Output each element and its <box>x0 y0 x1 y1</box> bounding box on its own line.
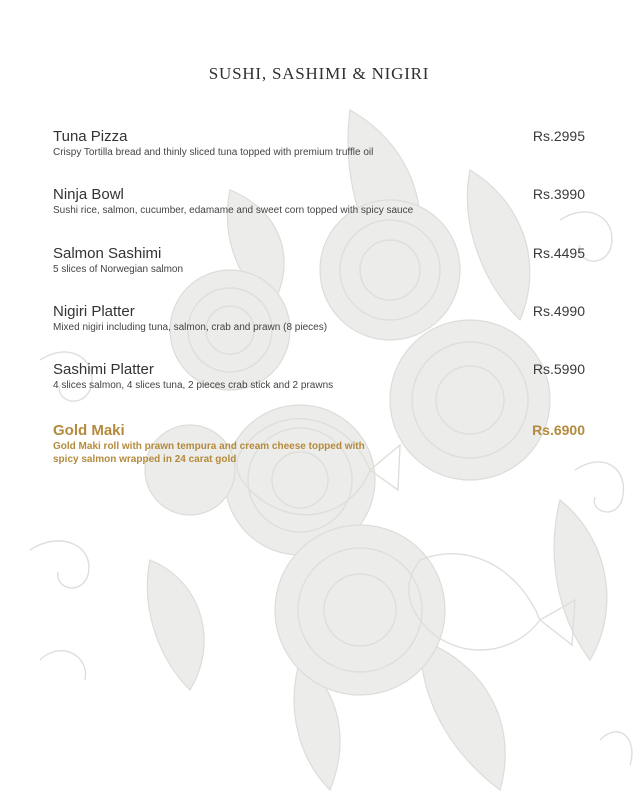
menu-item-description: 5 slices of Norwegian salmon <box>53 264 184 275</box>
menu-item-name: Gold Maki <box>53 422 125 439</box>
menu-item-ninja-bowl <box>53 186 585 217</box>
menu-item-description: Mixed nigiri including tuna, salmon, crab and prawn (8 pieces) <box>53 322 328 333</box>
menu-item-tuna-pizza <box>53 128 585 159</box>
menu-item-description: Gold Maki roll with prawn tempura and cream cheese topped with spicy salmon wrapped in 24 carat gold <box>53 441 365 465</box>
menu-item-price: Rs.6900 <box>532 422 585 438</box>
menu-item-name: Tuna Pizza <box>53 128 128 145</box>
menu-item-price: Rs.3990 <box>532 186 585 202</box>
menu-item-price: Rs.5990 <box>532 361 585 377</box>
menu-item-name: Salmon Sashimi <box>53 245 162 262</box>
menu-item-sashimi-platter <box>53 361 585 392</box>
menu-item-description: Crispy Tortilla bread and thinly sliced tuna topped with premium truffle oil <box>53 147 374 158</box>
menu-section-title: SUSHI, SASHIMI & NIGIRI <box>208 64 430 83</box>
menu-item-price: Rs.4495 <box>532 245 585 261</box>
menu-item-price: Rs.2995 <box>532 128 585 144</box>
menu-item-nigiri-platter <box>53 303 585 334</box>
menu-item-description: 4 slices salmon, 4 slices tuna, 2 pieces crab stick and 2 prawns <box>53 380 334 391</box>
menu-item-salmon-sashimi <box>53 245 585 276</box>
menu-item-description: Sushi rice, salmon, cucumber, edamame and sweet corn topped with spicy sauce <box>53 205 414 216</box>
menu-item-name: Nigiri Platter <box>53 303 135 320</box>
menu-item-name: Sashimi Platter <box>53 361 154 378</box>
menu-item-name: Ninja Bowl <box>53 186 124 203</box>
menu-item-price: Rs.4990 <box>532 303 585 319</box>
menu-item-gold-maki <box>53 422 585 466</box>
